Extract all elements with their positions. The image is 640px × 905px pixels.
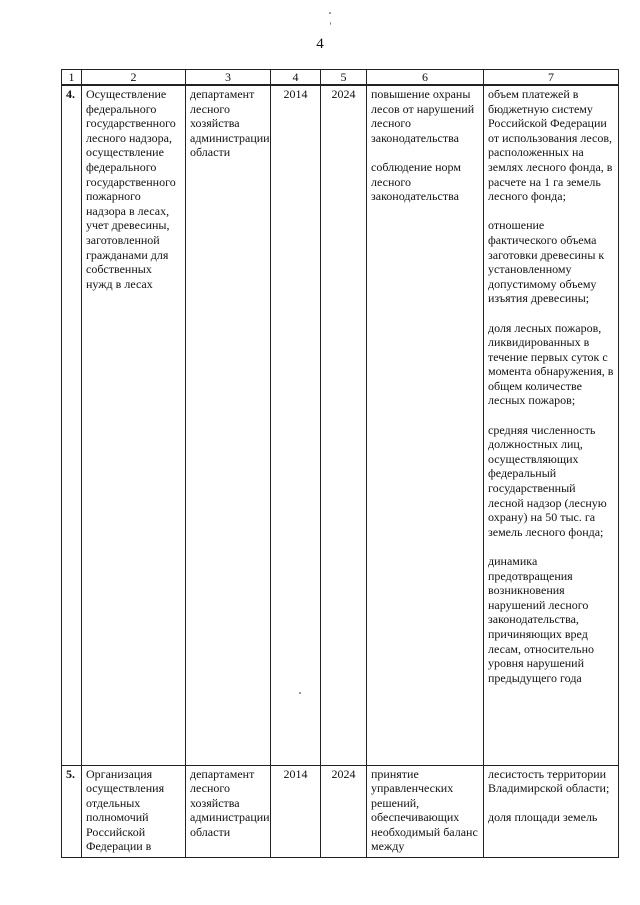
executor: департамент лесного хозяйства администрации области (186, 765, 271, 857)
indicator-item: отношение фактического объема заготовки древесины к установленному допустимому объему изъятия древесины; (488, 218, 605, 306)
header-cell-2: 2 (82, 70, 186, 86)
row-number: 5. (62, 765, 82, 857)
table-row (62, 765, 619, 857)
table-row (62, 85, 619, 765)
measure-name: Осуществление федерального государственного лесного надзора, осуществление федерального государственного пожарного надзора в лесах, учет древесины, заготовленной гражданами для собственных нужд в лесах (82, 85, 186, 765)
row-number: 4. (62, 85, 82, 765)
end-year: 2024 (321, 765, 367, 857)
header-cell-7: 7 (484, 70, 619, 86)
measure-name: Организация осуществления отдельных полномочий Российской Федерации в (82, 765, 186, 857)
header-cell-1: 1 (62, 70, 82, 86)
result-item: повышение охраны лесов от нарушений лесного законодательства (371, 87, 475, 145)
scan-speck (330, 22, 331, 25)
start-year: 2014 (271, 765, 321, 857)
expected-results (367, 765, 484, 857)
expected-results (367, 85, 484, 765)
indicator-item: объем платежей в бюджетную систему Российской Федерации от использования лесов, расположенных на землях лесного фонда, в расчете на 1 га земель лесного фонда; (488, 87, 613, 204)
indicator-item: доля лесных пожаров, ликвидированных в течение первых суток с момента обнаружения, в общем количестве лесных пожаров; (488, 320, 614, 408)
header-cell-3: 3 (186, 70, 271, 86)
scan-speck (329, 12, 331, 14)
indicator-item: доля площади земель (488, 810, 598, 825)
header-cell-4: 4 (271, 70, 321, 86)
header-cell-6: 6 (367, 70, 484, 86)
end-year: 2024 (321, 85, 367, 765)
scan-speck (299, 692, 301, 694)
indicators (484, 765, 619, 857)
indicator-item: средняя численность должностных лиц, осуществляющих федеральный государственный лесной надзор (лесную охрану) на 50 тыс. га земель лесного фонда; (488, 422, 607, 539)
header-cell-5: 5 (321, 70, 367, 86)
result-item: соблюдение норм лесного законодательства (371, 159, 461, 204)
program-table (61, 69, 619, 858)
executor: департамент лесного хозяйства администрации области (186, 85, 271, 765)
indicator-item: лесистость территории Владимирской области; (488, 766, 610, 796)
table-header-row (62, 70, 619, 86)
indicator-item: динамика предотвращения возникновения нарушений лесного законодательства, причиняющих вред лесам, относительно уровня нарушений предыдущего года (488, 554, 595, 685)
indicators (484, 85, 619, 765)
result-item: принятие управленческих решений, обеспечивающих необходимый баланс между (371, 766, 478, 854)
page-number: 4 (316, 36, 324, 52)
start-year: 2014 (271, 85, 321, 765)
